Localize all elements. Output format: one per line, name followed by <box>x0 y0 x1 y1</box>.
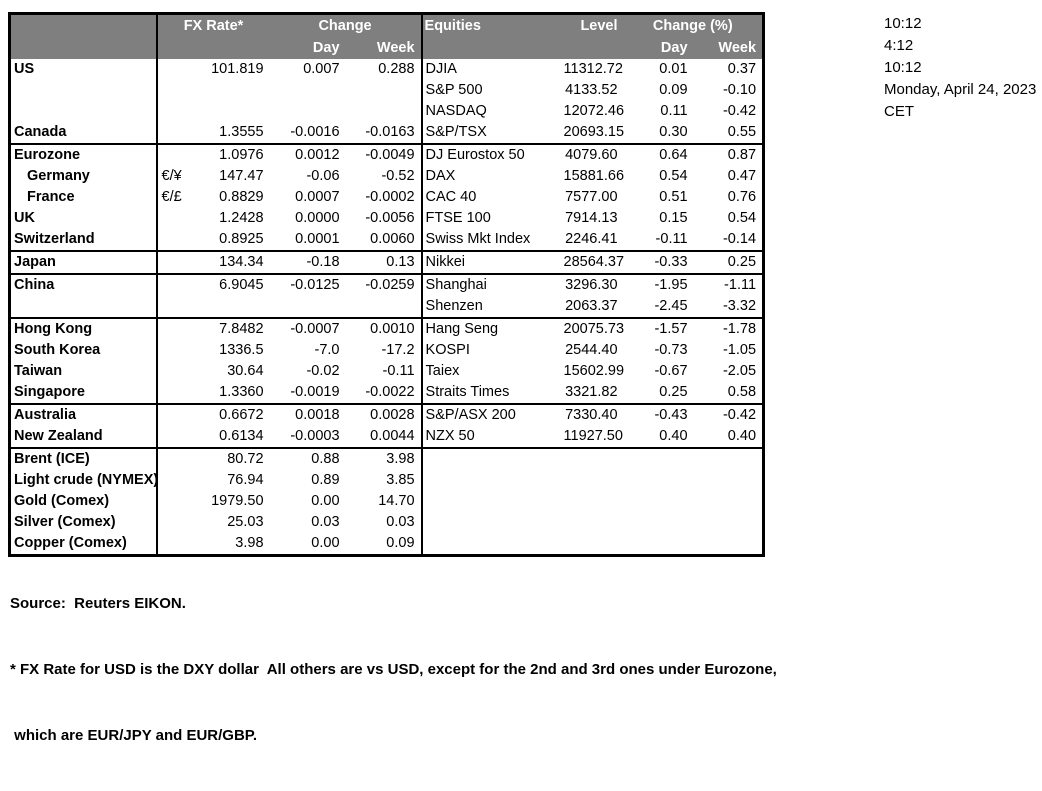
equity-day-change-cell: 0.25 <box>659 384 688 400</box>
fx-rate-cell: 1336.5 <box>219 342 264 358</box>
fx-rate-cell <box>184 101 270 122</box>
currency-pair-cell <box>157 318 184 340</box>
equities-header: Equities <box>422 14 562 38</box>
equity-level-cell: 20075.73 <box>562 318 624 340</box>
currency-pair-cell <box>157 404 184 426</box>
table-row <box>10 491 764 512</box>
equity-day-change-cell: 0.54 <box>659 168 688 184</box>
equity-week-change-cell: 0.37 <box>727 61 757 77</box>
equity-name-cell <box>422 512 562 533</box>
currency-pair-cell <box>157 144 184 166</box>
equity-week-change-cell: -0.42 <box>722 103 757 119</box>
equity-week-change-cell: 0.54 <box>727 210 757 226</box>
fx-rate-cell: 0.6134 <box>219 428 264 444</box>
fx-rate-cell: 0.8925 <box>219 231 264 247</box>
equity-week-change-cell: 0.40 <box>727 428 757 444</box>
equity-level-cell <box>562 448 624 470</box>
region-cell: Australia <box>10 404 157 426</box>
equity-name-cell <box>422 448 562 470</box>
region-cell: Germany <box>10 166 157 187</box>
table-header <box>10 14 764 60</box>
equity-level-cell: 2246.41 <box>565 231 618 247</box>
fx-week-change-cell: -0.0163 <box>346 122 422 144</box>
fx-rate-cell: 1.3555 <box>219 124 264 140</box>
equity-level-cell: 7577.00 <box>565 189 618 205</box>
equity-day-change-cell: 0.09 <box>659 82 688 98</box>
equity-day-header: Day <box>624 37 694 59</box>
fx-week-change-cell: -0.0022 <box>346 382 422 404</box>
header-row-2 <box>10 37 764 59</box>
region-cell: UK <box>10 208 157 229</box>
region-cell: US <box>10 59 157 80</box>
fx-week-header: Week <box>346 37 422 59</box>
fx-change-header: Change <box>270 14 422 38</box>
table-row <box>10 512 764 533</box>
fx-day-change-cell: 0.007 <box>303 61 340 77</box>
fx-day-change-cell <box>270 80 346 101</box>
equity-name-cell: S&P/ASX 200 <box>422 404 562 426</box>
equity-week-change-cell: -1.05 <box>722 342 757 358</box>
fx-day-change-cell: 0.0000 <box>295 210 340 226</box>
equity-name-cell: FTSE 100 <box>425 210 491 226</box>
equity-day-change-cell: 0.01 <box>659 61 688 77</box>
currency-pair-cell <box>157 470 184 491</box>
equity-day-change-cell: -0.11 <box>655 231 688 247</box>
equity-day-change-cell: -0.33 <box>624 251 694 274</box>
fx-rate-cell: 1.0976 <box>184 144 270 166</box>
currency-pair-cell <box>157 229 184 251</box>
fx-day-change-cell: 0.0018 <box>270 404 346 426</box>
equity-day-change-cell: -1.95 <box>624 274 694 296</box>
fx-day-change-cell: -0.06 <box>306 168 340 184</box>
fx-rate-cell: 1.2428 <box>219 210 264 226</box>
fx-day-header: Day <box>270 37 346 59</box>
fx-week-change-cell: 0.03 <box>346 512 422 533</box>
region-cell: South Korea <box>10 340 157 361</box>
region-cell: Eurozone <box>10 144 157 166</box>
equity-level-cell: 2063.37 <box>565 298 618 314</box>
equity-week-change-cell: -1.11 <box>694 274 764 296</box>
equity-day-change-cell: 0.30 <box>659 124 688 140</box>
currency-pair-cell <box>157 296 184 318</box>
table-row <box>10 361 764 382</box>
equity-name-cell: S&P 500 <box>425 82 483 98</box>
currency-pair-cell <box>157 122 184 144</box>
fx-day-change-cell: -0.02 <box>306 363 340 379</box>
fx-week-change-cell: -17.2 <box>346 340 422 361</box>
equity-level-cell: 15881.66 <box>563 168 625 184</box>
fx-day-change-cell: -0.0019 <box>290 384 340 400</box>
fx-week-change-cell: 0.0028 <box>346 404 422 426</box>
currency-pair-cell <box>157 382 184 404</box>
fx-day-change-cell: -0.0125 <box>270 274 346 296</box>
fx-day-change-cell <box>270 101 346 122</box>
equity-week-change-cell <box>694 448 764 470</box>
equity-level-cell <box>562 512 624 533</box>
equity-week-change-cell: -2.05 <box>722 363 757 379</box>
market-summary-table <box>8 12 765 557</box>
equity-day-change-cell: -2.45 <box>654 298 688 314</box>
equity-level-cell: 4133.52 <box>565 82 618 98</box>
fx-week-change-cell: 3.98 <box>346 448 422 470</box>
currency-pair-cell <box>157 426 184 448</box>
equity-level-cell: 12072.46 <box>563 103 625 119</box>
equity-week-change-cell: -3.32 <box>722 298 757 314</box>
equity-week-change-cell: -0.14 <box>722 231 757 247</box>
region-cell <box>10 101 157 122</box>
fx-rate-cell: 134.34 <box>184 251 270 274</box>
table-row <box>10 426 764 448</box>
fx-rate-cell: 30.64 <box>227 363 264 379</box>
currency-pair-cell <box>157 448 184 470</box>
equity-level-cell: 2544.40 <box>565 342 618 358</box>
equity-week-change-cell: -0.10 <box>722 82 757 98</box>
fx-rate-cell: 25.03 <box>227 514 264 530</box>
timestamp-panel <box>884 13 1036 123</box>
table-row <box>10 382 764 404</box>
currency-pair-cell: €/¥ <box>161 168 182 184</box>
fx-week-change-cell: -0.0056 <box>346 208 422 229</box>
region-cell: France <box>10 187 157 208</box>
equity-level-cell: 28564.37 <box>562 251 624 274</box>
fx-week-change-cell: -0.11 <box>346 361 422 382</box>
region-cell: Brent (ICE) <box>10 448 157 470</box>
currency-pair-cell <box>157 361 184 382</box>
table-row <box>10 229 764 251</box>
equity-name-cell: S&P/TSX <box>425 124 487 140</box>
region-subheader-blank <box>10 37 157 59</box>
fx-week-change-cell: 0.09 <box>346 533 422 556</box>
fx-rate-cell: 0.8829 <box>219 189 264 205</box>
region-cell: New Zealand <box>10 426 157 448</box>
currency-pair-cell <box>157 59 184 80</box>
equity-name-cell: CAC 40 <box>425 189 477 205</box>
level-subheader-blank <box>562 37 624 59</box>
fx-day-change-cell: 0.03 <box>311 514 340 530</box>
fx-day-change-cell: -0.0007 <box>270 318 346 340</box>
fx-day-change-cell <box>270 296 346 318</box>
equity-day-change-cell <box>624 491 694 512</box>
table-row <box>10 144 764 166</box>
fx-day-change-cell: 0.00 <box>311 493 340 509</box>
equity-week-change-cell <box>694 512 764 533</box>
equity-name-cell: Hang Seng <box>422 318 562 340</box>
region-cell: Japan <box>10 251 157 274</box>
equity-name-cell: DJIA <box>425 61 457 77</box>
time-value: 4:12 <box>884 37 914 54</box>
fx-footnote-line2: which are EUR/JPY and EUR/GBP. <box>10 727 258 744</box>
date-value: Monday, April 24, 2023 <box>884 81 1037 98</box>
equity-week-change-cell: -1.78 <box>694 318 764 340</box>
fx-week-change-cell: -0.0259 <box>346 274 422 296</box>
currency-pair-cell <box>157 512 184 533</box>
equity-day-change-cell: -0.73 <box>654 342 688 358</box>
fx-subheader-blank <box>157 37 270 59</box>
fx-week-change-cell <box>346 80 422 101</box>
equity-week-change-cell <box>694 491 764 512</box>
table-row <box>10 448 764 470</box>
table-row <box>10 274 764 296</box>
currency-pair-cell <box>157 274 184 296</box>
equity-name-cell: DAX <box>425 168 456 184</box>
equity-level-cell: 3296.30 <box>562 274 624 296</box>
fx-rate-cell: 80.72 <box>184 448 270 470</box>
fx-rate-cell <box>184 80 270 101</box>
fx-rate-cell <box>184 296 270 318</box>
equity-name-cell <box>422 470 562 491</box>
table-row <box>10 318 764 340</box>
fx-week-change-cell: 0.13 <box>346 251 422 274</box>
table-row <box>10 59 764 80</box>
region-cell: China <box>10 274 157 296</box>
region-cell: Canada <box>10 122 157 144</box>
table-row <box>10 122 764 144</box>
equity-name-cell <box>422 491 562 512</box>
equity-day-change-cell: 0.11 <box>660 103 688 119</box>
equity-name-cell: NZX 50 <box>425 428 475 444</box>
fx-week-change-cell: 3.85 <box>346 470 422 491</box>
region-cell: Copper (Comex) <box>10 533 157 556</box>
region-cell: Singapore <box>10 382 157 404</box>
fx-day-change-cell: -0.0016 <box>290 124 340 140</box>
fx-week-change-cell <box>346 101 422 122</box>
equity-day-change-cell: -0.67 <box>654 363 688 379</box>
equity-change-header: Change (%) <box>624 14 764 38</box>
fx-day-change-cell: -0.0003 <box>290 428 340 444</box>
equity-day-change-cell <box>624 512 694 533</box>
fx-day-change-cell: 0.88 <box>270 448 346 470</box>
fx-rate-cell: 1.3360 <box>219 384 264 400</box>
equity-week-change-cell: 0.47 <box>727 168 757 184</box>
equity-level-cell: 15602.99 <box>563 363 625 379</box>
equity-name-cell: Shenzen <box>425 298 483 314</box>
region-cell: Hong Kong <box>10 318 157 340</box>
fx-week-change-cell: -0.0049 <box>346 144 422 166</box>
equity-level-cell: 20693.15 <box>563 124 625 140</box>
fx-rate-cell: 6.9045 <box>184 274 270 296</box>
fx-rate-header: FX Rate* <box>157 14 270 38</box>
header-row-1 <box>10 14 764 38</box>
table-row <box>10 187 764 208</box>
equity-level-cell: 4079.60 <box>562 144 624 166</box>
equity-name-cell: NASDAQ <box>425 103 487 119</box>
equity-level-cell <box>562 470 624 491</box>
equity-level-cell: 7330.40 <box>562 404 624 426</box>
equity-day-change-cell <box>624 448 694 470</box>
equity-week-change-cell: 0.55 <box>727 124 757 140</box>
equity-day-change-cell: -1.57 <box>624 318 694 340</box>
region-cell <box>10 296 157 318</box>
table-row <box>10 80 764 101</box>
timezone-value: CET <box>884 103 914 120</box>
region-cell: Switzerland <box>10 229 157 251</box>
currency-pair-cell: €/£ <box>161 189 182 205</box>
equity-day-change-cell: 0.40 <box>659 428 688 444</box>
fx-week-change-cell: 14.70 <box>346 491 422 512</box>
fx-rate-cell: 76.94 <box>227 472 264 488</box>
table-row <box>10 208 764 229</box>
equity-name-cell: Nikkei <box>422 251 562 274</box>
region-header-blank <box>10 14 157 38</box>
table-row <box>10 340 764 361</box>
fx-rate-cell: 3.98 <box>235 535 264 551</box>
equity-week-change-cell: -0.42 <box>694 404 764 426</box>
fx-day-change-cell: 0.0001 <box>295 231 340 247</box>
region-cell: Silver (Comex) <box>10 512 157 533</box>
equity-level-cell <box>562 491 624 512</box>
equity-day-change-cell <box>624 470 694 491</box>
equity-day-change-cell: 0.64 <box>624 144 694 166</box>
equity-name-cell: Taiex <box>425 363 460 379</box>
fx-week-change-cell: 0.0010 <box>346 318 422 340</box>
fx-week-change-cell: -0.52 <box>346 166 422 187</box>
equity-week-change-cell <box>694 470 764 491</box>
currency-pair-cell <box>157 491 184 512</box>
fx-week-change-cell: 0.0044 <box>346 426 422 448</box>
region-cell: Gold (Comex) <box>10 491 157 512</box>
currency-pair-cell <box>157 340 184 361</box>
equity-day-change-cell: -0.43 <box>624 404 694 426</box>
level-header: Level <box>562 14 624 38</box>
equity-name-cell: Swiss Mkt Index <box>425 231 531 247</box>
equity-level-cell: 11312.72 <box>563 61 623 77</box>
footer-notes <box>10 549 777 791</box>
equity-level-cell: 7914.13 <box>565 210 618 226</box>
equity-day-change-cell: 0.51 <box>659 189 688 205</box>
currency-pair-cell <box>157 80 184 101</box>
table-row <box>10 101 764 122</box>
currency-pair-cell <box>157 208 184 229</box>
equity-week-header: Week <box>694 37 764 59</box>
table-row <box>10 470 764 491</box>
fx-week-change-cell: 0.288 <box>346 59 422 80</box>
fx-week-change-cell: -0.0002 <box>346 187 422 208</box>
fx-day-change-cell: -0.18 <box>270 251 346 274</box>
equity-name-cell: Shanghai <box>422 274 562 296</box>
table-row <box>10 404 764 426</box>
time-value: 10:12 <box>884 15 922 32</box>
fx-rate-cell: 101.819 <box>211 61 264 77</box>
fx-footnote-line1: * FX Rate for USD is the DXY dollar All others are vs USD, except for the 2nd and 3rd ones under Eurozone, <box>10 661 777 678</box>
equity-level-cell: 3321.82 <box>565 384 618 400</box>
fx-day-change-cell: 0.0012 <box>270 144 346 166</box>
equity-week-change-cell: 0.25 <box>694 251 764 274</box>
equity-level-cell: 11927.50 <box>563 428 623 444</box>
source-note: Source: Reuters EIKON. <box>10 595 186 612</box>
equity-name-cell: KOSPI <box>425 342 470 358</box>
equity-day-change-cell: 0.15 <box>659 210 688 226</box>
fx-day-change-cell: 0.0007 <box>295 189 340 205</box>
equity-week-change-cell: 0.87 <box>694 144 764 166</box>
region-cell <box>10 80 157 101</box>
fx-day-change-cell: -7.0 <box>314 342 340 358</box>
currency-pair-cell <box>157 101 184 122</box>
equity-name-subheader-blank <box>422 37 562 59</box>
equity-name-cell: DJ Eurostox 50 <box>422 144 562 166</box>
fx-week-change-cell <box>346 296 422 318</box>
time-value: 10:12 <box>884 59 922 76</box>
currency-pair-cell <box>157 251 184 274</box>
equity-week-change-cell: 0.58 <box>727 384 757 400</box>
fx-rate-cell: 0.6672 <box>184 404 270 426</box>
fx-rate-cell: 1979.50 <box>211 493 264 509</box>
equity-week-change-cell: 0.76 <box>727 189 757 205</box>
fx-day-change-cell: 0.89 <box>311 472 340 488</box>
fx-rate-cell: 147.47 <box>219 168 264 184</box>
region-cell: Light crude (NYMEX) <box>10 470 157 491</box>
table-body <box>10 59 764 556</box>
table-row <box>10 296 764 318</box>
fx-day-change-cell: 0.00 <box>311 535 340 551</box>
fx-week-change-cell: 0.0060 <box>346 229 422 251</box>
region-cell: Taiwan <box>10 361 157 382</box>
fx-rate-cell: 7.8482 <box>184 318 270 340</box>
table-row <box>10 251 764 274</box>
table-row <box>10 166 764 187</box>
equity-name-cell: Straits Times <box>425 384 510 400</box>
